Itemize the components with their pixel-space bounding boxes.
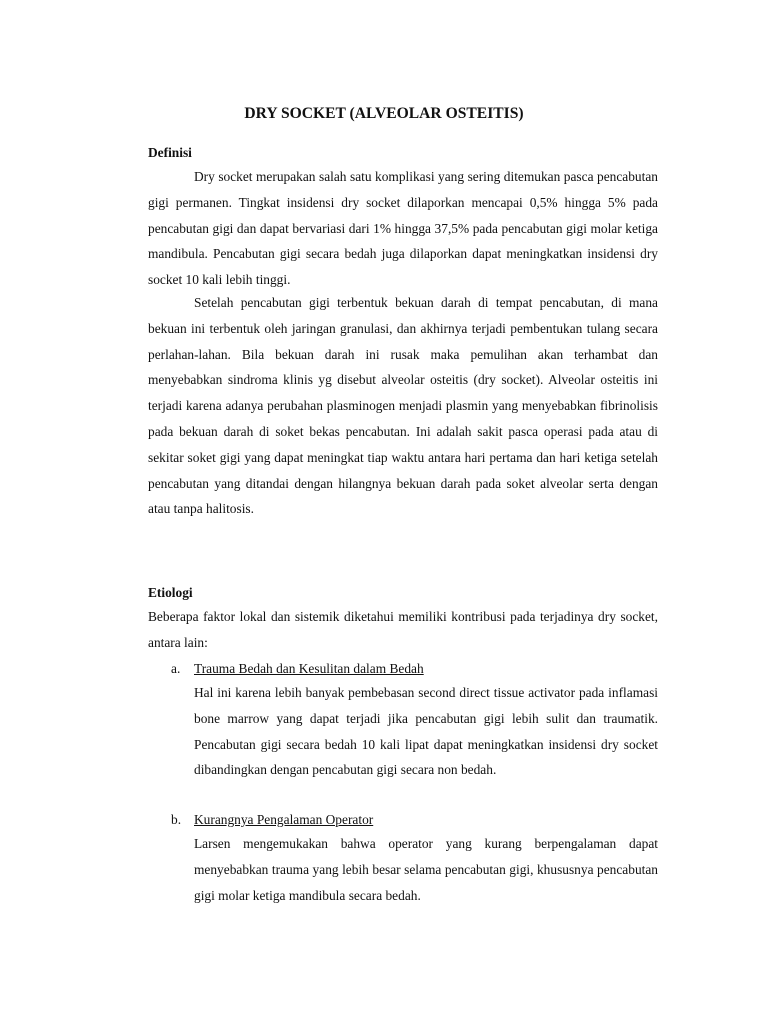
- document-title: DRY SOCKET (ALVEOLAR OSTEITIS): [244, 105, 524, 122]
- list-item-title: Kurangnya Pengalaman Operator: [194, 812, 374, 827]
- list-item-body: Larsen mengemukakan bahwa operator yang kurang berpengalaman dapat menyebabkan trauma yang lebih besar selama pencabutan gigi, khususnya pencabutan gigi molar ketiga mandibula secara bedah.: [194, 836, 658, 903]
- section-heading-etiologi: Etiologi: [148, 585, 193, 600]
- etiologi-intro: Beberapa faktor lokal dan sistemik diketahui memiliki kontribusi pada terjadinya dry socket, antara lain:: [148, 609, 658, 650]
- list-item-body: Hal ini karena lebih banyak pembebasan second direct tissue activator pada inflamasi bone marrow yang dapat terjadi jika pencabutan gigi lebih sulit dan traumatik. Pencabutan gigi secara bedah 10 kali lipat dapat meningkatkan insidensi dry socket dibandingkan dengan pencabutan gigi secara non bedah.: [194, 685, 658, 778]
- definisi-paragraph-1: Dry socket merupakan salah satu komplikasi yang sering ditemukan pasca pencabutan gigi permanen. Tingkat insidensi dry socket dilaporkan mencapai 0,5% hingga 5% pada pencabutan gigi dan dapat bervariasi dari 1% hingga 37,5% pada pencabutan gigi molar ketiga mandibula. Pencabutan gigi secara bedah juga dilaporkan dapat meningkatkan insidensi dry socket 10 kali lebih tinggi.: [148, 169, 658, 288]
- section-heading-definisi: Definisi: [148, 145, 192, 160]
- list-item-marker: a.: [171, 661, 181, 676]
- definisi-paragraph-2: Setelah pencabutan gigi terbentuk bekuan darah di tempat pencabutan, di mana bekuan ini terbentuk oleh jaringan granulasi, dan akhirnya terjadi pembentukan tulang secara perlahan-lahan. Bila bekuan darah ini rusak maka pemulihan akan terhambat dan menyebabkan sindroma klinis yg disebut alveolar osteitis (dry socket). Alveolar osteitis ini terjadi karena adanya perubahan plasminogen menjadi plasmin yang menyebabkan fibrinolisis pada bekuan darah di soket bekas pencabutan. Ini adalah sakit pasca operasi pada atau di sekitar soket gigi yang dapat meningkat tiap waktu antara hari pertama dan hari ketiga setelah pencabutan yang ditandai dengan hilangnya bekuan darah pada soket alveolar serta dengan atau tanpa halitosis.: [148, 295, 658, 517]
- list-item-title: Trauma Bedah dan Kesulitan dalam Bedah: [194, 661, 424, 676]
- list-item-marker: b.: [171, 812, 182, 827]
